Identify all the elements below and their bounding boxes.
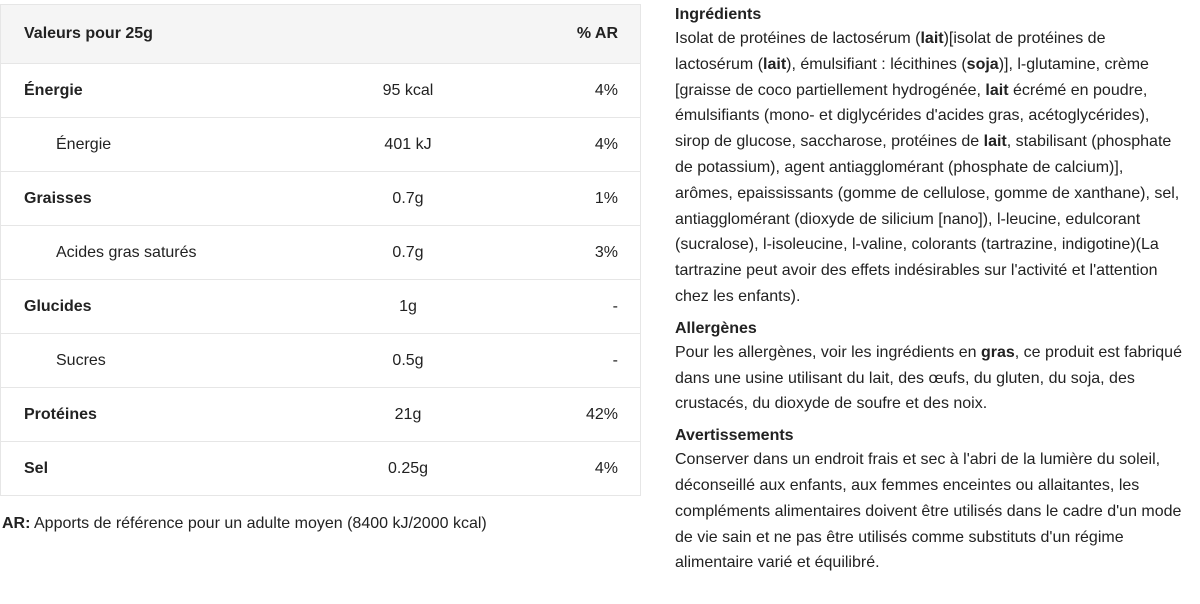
ingredients-part: , stabilisant (phosphate de potassium), agent antiagglomérant (phosphate de calcium)], arômes, epaississants (gomme de cellulose, gomme de xanthane), sel, antiagglomérant (dioxyde de silicium [nano]), l-leucine, edulcorant (sucralose), l-isoleucine, l-valine, colorants (tartrazine, indigotine)(La tartrazine peut avoir des effets indésirables sur l'activité et l'attention chez les enfants). <box>675 133 1180 305</box>
table-row <box>1 226 641 280</box>
row-name: Énergie <box>1 118 319 172</box>
ingredients-part: )], l-glutamine, crème [graisse de coco partiellement hydrogénée, <box>675 55 1149 99</box>
row-amount: 95 kcal <box>318 64 498 118</box>
row-pct: 4% <box>498 118 641 172</box>
row-pct: - <box>498 280 641 334</box>
ingredients-part: )[isolat de protéines de lactosérum ( <box>675 30 1106 73</box>
allergen-highlight: lait <box>763 55 787 73</box>
table-header <box>1 5 641 64</box>
table-row <box>1 334 641 388</box>
warnings-section <box>675 425 1185 576</box>
product-info-panel <box>675 4 1185 584</box>
ingredients-text <box>675 26 1185 310</box>
row-amount: 0.25g <box>318 442 498 496</box>
ingredients-section <box>675 4 1185 310</box>
ingredients-part: écrémé en poudre, émulsifiants (mono- et diglycérides d'acides gras, acétoglycérides), sirop de glucose, saccharose, protéines de <box>675 81 1150 151</box>
row-pct: 3% <box>498 226 641 280</box>
allergen-highlight: lait <box>920 30 944 47</box>
row-pct: 4% <box>498 442 641 496</box>
warnings-text: Conserver dans un endroit frais et sec à l'abri de la lumière du soleil, déconseillé aux enfants, aux femmes enceintes ou allaitantes, les compléments alimentaires doivent être utilisés dans le cadre d'un mode de vie sain et ne pas être utilisés comme substituts d'un régime alimentaire varié et équilibré. <box>675 451 1182 572</box>
row-pct: 1% <box>498 172 641 226</box>
allergens-title: Allergènes <box>675 319 757 337</box>
allergens-text <box>675 340 1185 417</box>
row-name: Acides gras saturés <box>1 226 319 280</box>
ingredients-part: ), émulsifiant : lécithines ( <box>786 55 967 73</box>
allergens-section <box>675 318 1185 417</box>
allergen-highlight: lait <box>985 81 1009 99</box>
footnote-text: Apports de référence pour un adulte moyen (8400 kJ/2000 kcal) <box>30 515 487 532</box>
ingredients-part: Isolat de protéines de lactosérum ( <box>675 30 921 47</box>
table-row <box>1 172 641 226</box>
allergens-part: Pour les allergènes, voir les ingrédients en <box>675 343 981 361</box>
allergen-highlight: gras <box>980 343 1015 361</box>
table-row <box>1 442 641 496</box>
ingredients-title: Ingrédients <box>675 6 762 23</box>
header-pct: % AR <box>498 5 641 64</box>
row-amount: 0.5g <box>318 334 498 388</box>
row-amount: 0.7g <box>318 172 498 226</box>
table-row <box>1 280 641 334</box>
table-row <box>1 64 641 118</box>
row-name: Graisses <box>1 172 319 226</box>
nutrition-panel <box>0 4 642 533</box>
row-amount: 1g <box>318 280 498 334</box>
table-row <box>1 118 641 172</box>
row-amount: 401 kJ <box>318 118 498 172</box>
row-name: Sel <box>1 442 319 496</box>
row-amount: 0.7g <box>318 226 498 280</box>
footnote-label: AR: <box>2 515 31 532</box>
allergen-highlight: lait <box>983 133 1007 151</box>
header-name: Valeurs pour 25g <box>1 5 319 64</box>
table-row <box>1 388 641 442</box>
row-name: Glucides <box>1 280 319 334</box>
warnings-title: Avertissements <box>675 427 794 445</box>
row-pct: - <box>498 334 641 388</box>
row-name: Énergie <box>1 64 319 118</box>
reference-footnote <box>0 515 642 533</box>
nutrition-table <box>0 4 641 496</box>
allergen-highlight: soja <box>966 55 999 73</box>
allergens-part: , ce produit est fabriqué dans une usine utilisant du lait, des œufs, du gluten, du soja, des crustacés, du dioxyde de soufre et des noix. <box>675 343 1182 413</box>
row-amount: 21g <box>318 388 498 442</box>
row-pct: 42% <box>498 388 641 442</box>
header-amount <box>318 5 498 64</box>
row-name: Protéines <box>1 388 319 442</box>
row-name: Sucres <box>1 334 319 388</box>
row-pct: 4% <box>498 64 641 118</box>
